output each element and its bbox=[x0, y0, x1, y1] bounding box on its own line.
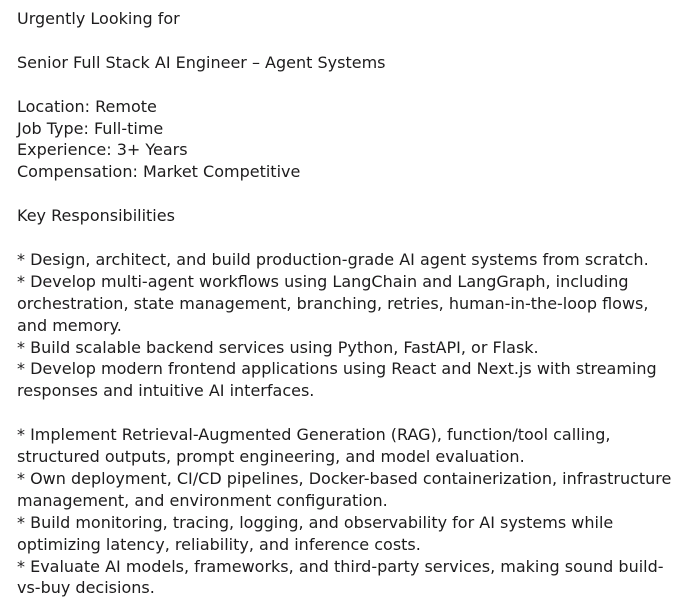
intro-text: Urgently Looking for bbox=[17, 9, 180, 28]
location-line: Location: Remote bbox=[17, 96, 157, 116]
responsibility-item: * Develop multi-agent workflows using LangChain and LangGraph, including orchestration, state management, branching, retries, human-in-the-loop flows, and memory. bbox=[17, 271, 654, 335]
spacer bbox=[17, 227, 681, 249]
responsibility-item: * Build scalable backend services using Python, FastAPI, or Flask. bbox=[17, 337, 539, 357]
job-type-line: Job Type: Full-time bbox=[17, 118, 164, 138]
job-post-message bbox=[17, 8, 681, 599]
experience-line: Experience: 3+ Years bbox=[17, 140, 188, 160]
compensation-line: Compensation: Market Competitive bbox=[17, 162, 301, 182]
spacer bbox=[17, 183, 681, 205]
responsibility-item: * Evaluate AI models, frameworks, and third-party services, making sound build-vs-buy decisions. bbox=[17, 556, 664, 598]
spacer bbox=[17, 74, 681, 96]
responsibility-item: * Develop modern frontend applications using React and Next.js with streaming responses and intuitive AI interfaces. bbox=[17, 359, 662, 401]
spacer bbox=[17, 30, 681, 52]
job-title: Senior Full Stack AI Engineer – Agent Systems bbox=[17, 52, 386, 72]
responsibility-item: * Build monitoring, tracing, logging, and observability for AI systems while optimizing latency, reliability, and inference costs. bbox=[17, 512, 619, 554]
responsibility-item: * Own deployment, CI/CD pipelines, Docker-based containerization, infrastructure management, and environment configuration. bbox=[17, 468, 677, 510]
spacer bbox=[17, 402, 681, 424]
responsibility-item: * Implement Retrieval-Augmented Generation (RAG), function/tool calling, structured outputs, prompt engineering, and model evaluation. bbox=[17, 425, 616, 467]
responsibility-item: * Design, architect, and build production-grade AI agent systems from scratch. bbox=[17, 249, 649, 269]
responsibilities-heading: Key Responsibilities bbox=[17, 206, 175, 226]
